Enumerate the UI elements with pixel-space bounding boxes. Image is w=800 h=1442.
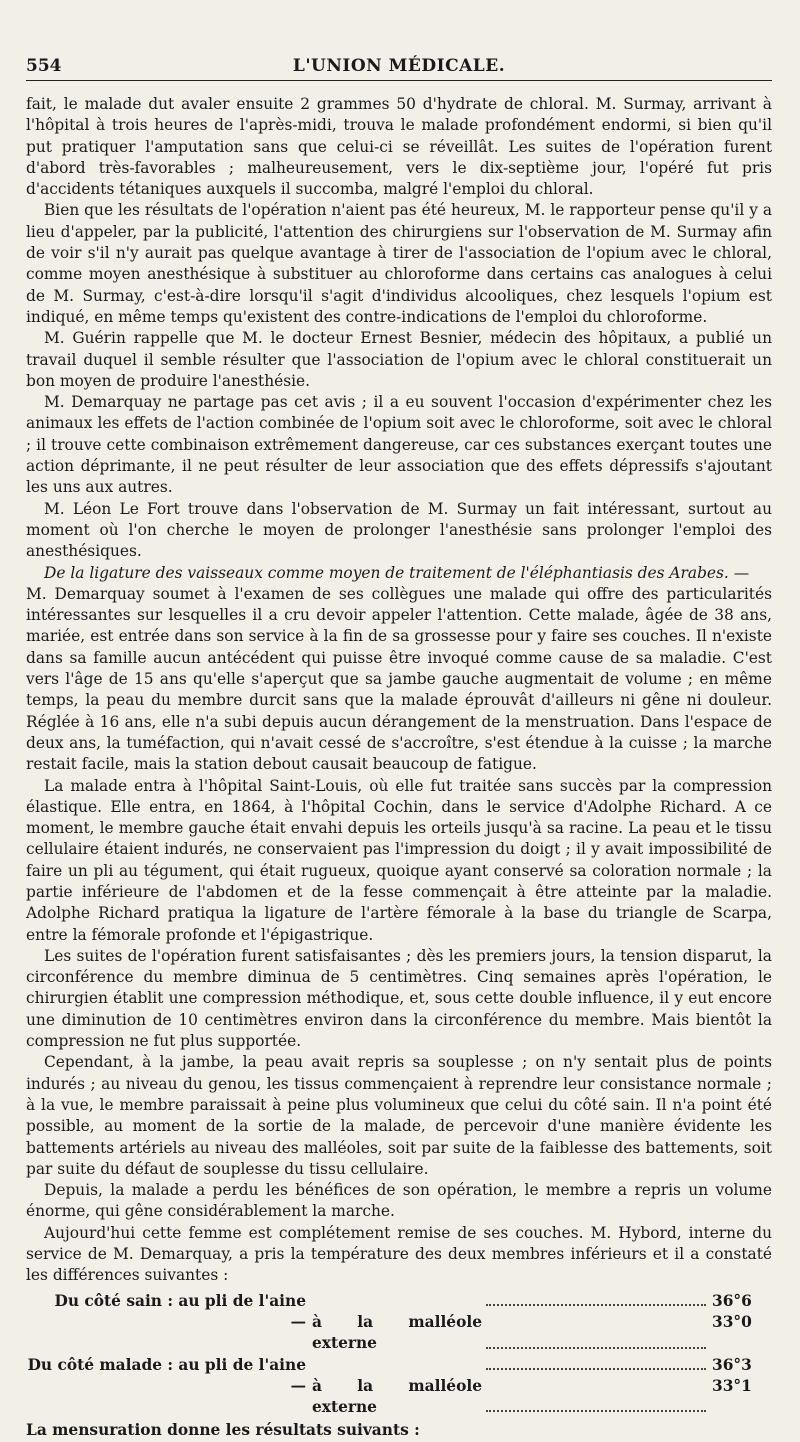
paragraph: Les suites de l'opération furent satisfaisantes ; dès les premiers jours, la tension disparut, la circonférence du membre diminua de 5 centimètres. Cinq semaines après l'opération, le chirurgien établit une compression méthodique, et, sous cette double influence, il y eut encore une diminution de 10 centimètres environ dans la circonférence du membre. Mais bientôt la compression ne fut plus supportée. <box>26 946 772 1051</box>
running-header <box>26 48 772 81</box>
paragraph: M. Demarquay ne partage pas cet avis ; il a eu souvent l'occasion d'expérimenter chez les animaux les effets de l'action combinée de l'opium soit avec le chloroforme, soit avec le chloral ; il trouve cette combinaison extrêmement dangereuse, car ces substances exerçant toutes une action déprimante, il ne peut résulter de leur association que des effets dépressifs s'ajoutant les uns aux autres. <box>26 393 772 497</box>
paragraph: fait, le malade dut avaler ensuite 2 grammes 50 d'hydrate de chloral. M. Surmay, arrivant à l'hôpital à trois heures de l'après-midi, trouva le malade profondément endormi, si bien qu'il put pratiquer l'amputation sans que celui-ci se réveillât. Les suites de l'opération furent d'abord très-favorables ; malheureusement, vers le dix-septième jour, l'opéré fut pris d'accidents tétaniques auxquels il succomba, malgré l'emploi du chloral. <box>26 95 772 199</box>
section-dash: — <box>728 563 750 582</box>
page-number: 554 <box>26 56 62 76</box>
dot-leader <box>486 1355 706 1370</box>
temperature-side: — <box>290 1312 306 1331</box>
dot-leader <box>486 1291 706 1306</box>
paragraph: Aujourd'hui cette femme est complétement remise de ses couches. M. Hybord, interne du service de M. Demarquay, a pris la température des deux membres inférieurs et il a constaté les différences suivantes : <box>26 1223 772 1285</box>
temperature-site <box>312 1355 482 1376</box>
paragraph: M. Demarquay soumet à l'examen de ses collègues une malade qui offre des particularités intéressantes sur lesquelles il a cru devoir appeler l'attention. Cette malade, âgée de 38 ans, mariée, est entrée dans son service à la fin de sa grossesse pour y faire ses couches. Il n'existe dans sa famille aucun antécédent qui puisse être invoqué comme cause de sa maladie. C'est vers l'âge de 15 ans qu'elle s'aperçut que sa jambe gauche augmentait de volume ; en même temps, la peau du membre durcit sans que la malade éprouvât d'ailleurs ni gêne ni douleur. Réglée à 16 ans, elle n'a subi depuis aucun dérangement de la menstruation. Dans l'espace de deux ans, la tuméfaction, qui n'avait cessé de s'accroître, s'est étendue à la cuisse ; la marche restait facile, mais la station debout causait beaucoup de fatigue. <box>26 584 772 774</box>
paragraph: M. Léon Le Fort trouve dans l'observation de M. Surmay un fait intéressant, surtout au moment où l'on cherche le moyen de prolonger l'anesthésie sans prolonger l'emploi des anesthésiques. <box>26 499 772 561</box>
section-heading <box>26 563 772 584</box>
paragraph: M. Guérin rappelle que M. le docteur Ernest Besnier, médecin des hôpitaux, a publié un travail duquel il semble résulter que l'association de l'opium avec le chloral constituerait un bon moyen de produire l'anesthésie. <box>26 329 772 390</box>
temperature-row <box>26 1355 772 1376</box>
paragraph: Depuis, la malade a perdu les bénéfices de son opération, le membre a repris un volume énorme, qui gêne considérablement la marche. <box>26 1181 772 1221</box>
temperature-table <box>26 1291 772 1419</box>
dot-leader <box>486 1312 706 1349</box>
temperature-site <box>312 1291 482 1312</box>
paragraph: Bien que les résultats de l'opération n'aient pas été heureux, M. le rapporteur pense qu'il y a lieu d'appeler, par la publicité, l'attention des chirurgiens sur l'observation de M. Surmay afin de voir s'il n'y aurait pas quelque avantage à tirer de l'association de l'opium avec le chloral, comme moyen anesthésique à substituer au chloroforme dans certains cas analogues à celui de M. Surmay, c'est-à-dire lorsqu'il s'agit d'individus alcooliques, chez lesquels l'opium est indiqué, en même temps qu'existent des contre-indications de l'emploi du chloroforme. <box>26 201 772 326</box>
temperature-value: 36°6 <box>712 1291 752 1310</box>
temperature-value: 36°3 <box>712 1355 752 1374</box>
temperature-site: à la malléole externe <box>312 1312 482 1353</box>
temperature-value: 33°1 <box>712 1376 752 1395</box>
temperature-value: 33°0 <box>712 1312 752 1331</box>
temperature-side: Du côté malade : au pli de l'aine <box>27 1355 306 1374</box>
article-body <box>26 94 772 1442</box>
temperature-side: — <box>290 1376 306 1395</box>
temperature-site: à la malléole externe <box>312 1376 482 1417</box>
temperature-side: Du côté sain : au pli de l'aine <box>54 1291 306 1310</box>
paragraph: La malade entra à l'hôpital Saint-Louis, où elle fut traitée sans succès par la compression élastique. Elle entra, en 1864, à l'hôpital Cochin, dans le service d'Adolphe Richard. A ce moment, le membre gauche était envahi depuis les orteils jusqu'à sa racine. La peau et le tissu cellulaire étaient indurés, ne conservaient pas l'impression du doigt ; il y avait impossibilité de faire un pli au tégument, qui était rugueux, quoique ayant conservé sa coloration normale ; la partie inférieure de l'abdomen et de la fesse commençait à être atteinte par la maladie. Adolphe Richard pratiqua la ligature de l'artère fémorale à la base du triangle de Scarpa, entre la fémorale profonde et l'épigastrique. <box>26 776 772 944</box>
temperature-row <box>26 1376 772 1419</box>
temperature-row <box>26 1312 772 1355</box>
closing-line: La mensuration donne les résultats suivants : <box>26 1421 420 1440</box>
dot-leader <box>486 1376 706 1413</box>
journal-title: L'UNION MÉDICALE. <box>292 56 506 76</box>
paragraph: Cependant, à la jambe, la peau avait repris sa souplesse ; on n'y sentait plus de points indurés ; au niveau du genou, les tissus commençaient à reprendre leur consistance normale ; à la vue, le membre paraissait à peine plus volumineux que celui du côté sain. Il n'a point été possible, au moment de la sortie de la malade, de percevoir d'une manière évidente les battements artériels au niveau des malléoles, soit par suite de la faiblesse des battements, soit par suite du défaut de souplesse du tissu cellulaire. <box>26 1053 772 1178</box>
temperature-row <box>26 1291 772 1312</box>
section-title: De la ligature des vaisseaux comme moyen de traitement de l'éléphantiasis des Arabes. <box>44 563 729 582</box>
